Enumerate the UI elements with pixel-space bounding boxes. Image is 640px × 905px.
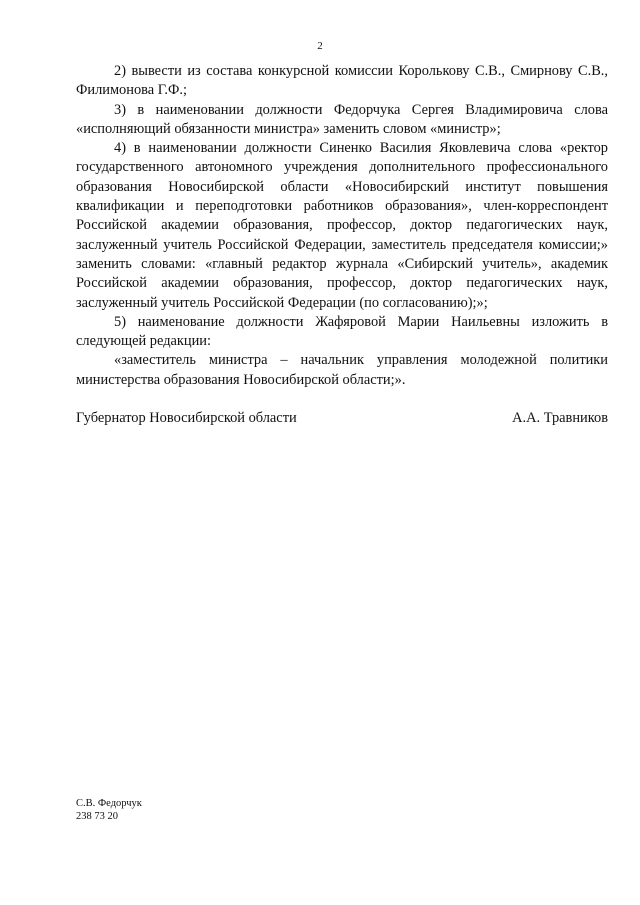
paragraph-item-4: 4) в наименовании должности Синенко Василия Яковлевича слова «ректор государственного автономного учреждения дополнительного профессионального образования Новосибирской области «Новосибирский институт повышения квалификации и переподготовки работников образования», член-корреспондент Российской академии образования, профессор, доктор педагогических наук, заслуженный учитель Российской Федерации, заместитель председателя комиссии;» заменить словами: «главный редактор журнала «Сибирский учитель», академик Российской академии образования, профессор, доктор педагогических наук, заслуженный учитель Российской Федерации (по согласованию);»;	[76, 140, 608, 311]
executor-block	[76, 797, 142, 823]
paragraph-item-3: 3) в наименовании должности Федорчука Сергея Владимировича слова «исполняющий обязанности министра» заменить словом «министр»;	[76, 101, 608, 137]
executor-name: С.В. Федорчук	[76, 798, 142, 809]
signature-block	[76, 409, 608, 428]
paragraph-new-wording: «заместитель министра – начальник управления молодежной политики министерства образования Новосибирской области;».	[76, 352, 608, 388]
paragraph-item-2: 2) вывести из состава конкурсной комиссии Королькову С.В., Смирнову С.В., Филимонова Г.Ф.;	[76, 63, 608, 99]
page-number: 2	[317, 40, 323, 52]
paragraph-item-5: 5) наименование должности Жафяровой Марии Наильевны изложить в следующей редакции:	[76, 313, 608, 350]
document-body	[76, 62, 608, 390]
executor-phone: 238 73 20	[76, 811, 118, 822]
signatory-position: Губернатор Новосибирской области	[76, 410, 297, 426]
signatory-name: А.А. Травников	[512, 410, 608, 426]
